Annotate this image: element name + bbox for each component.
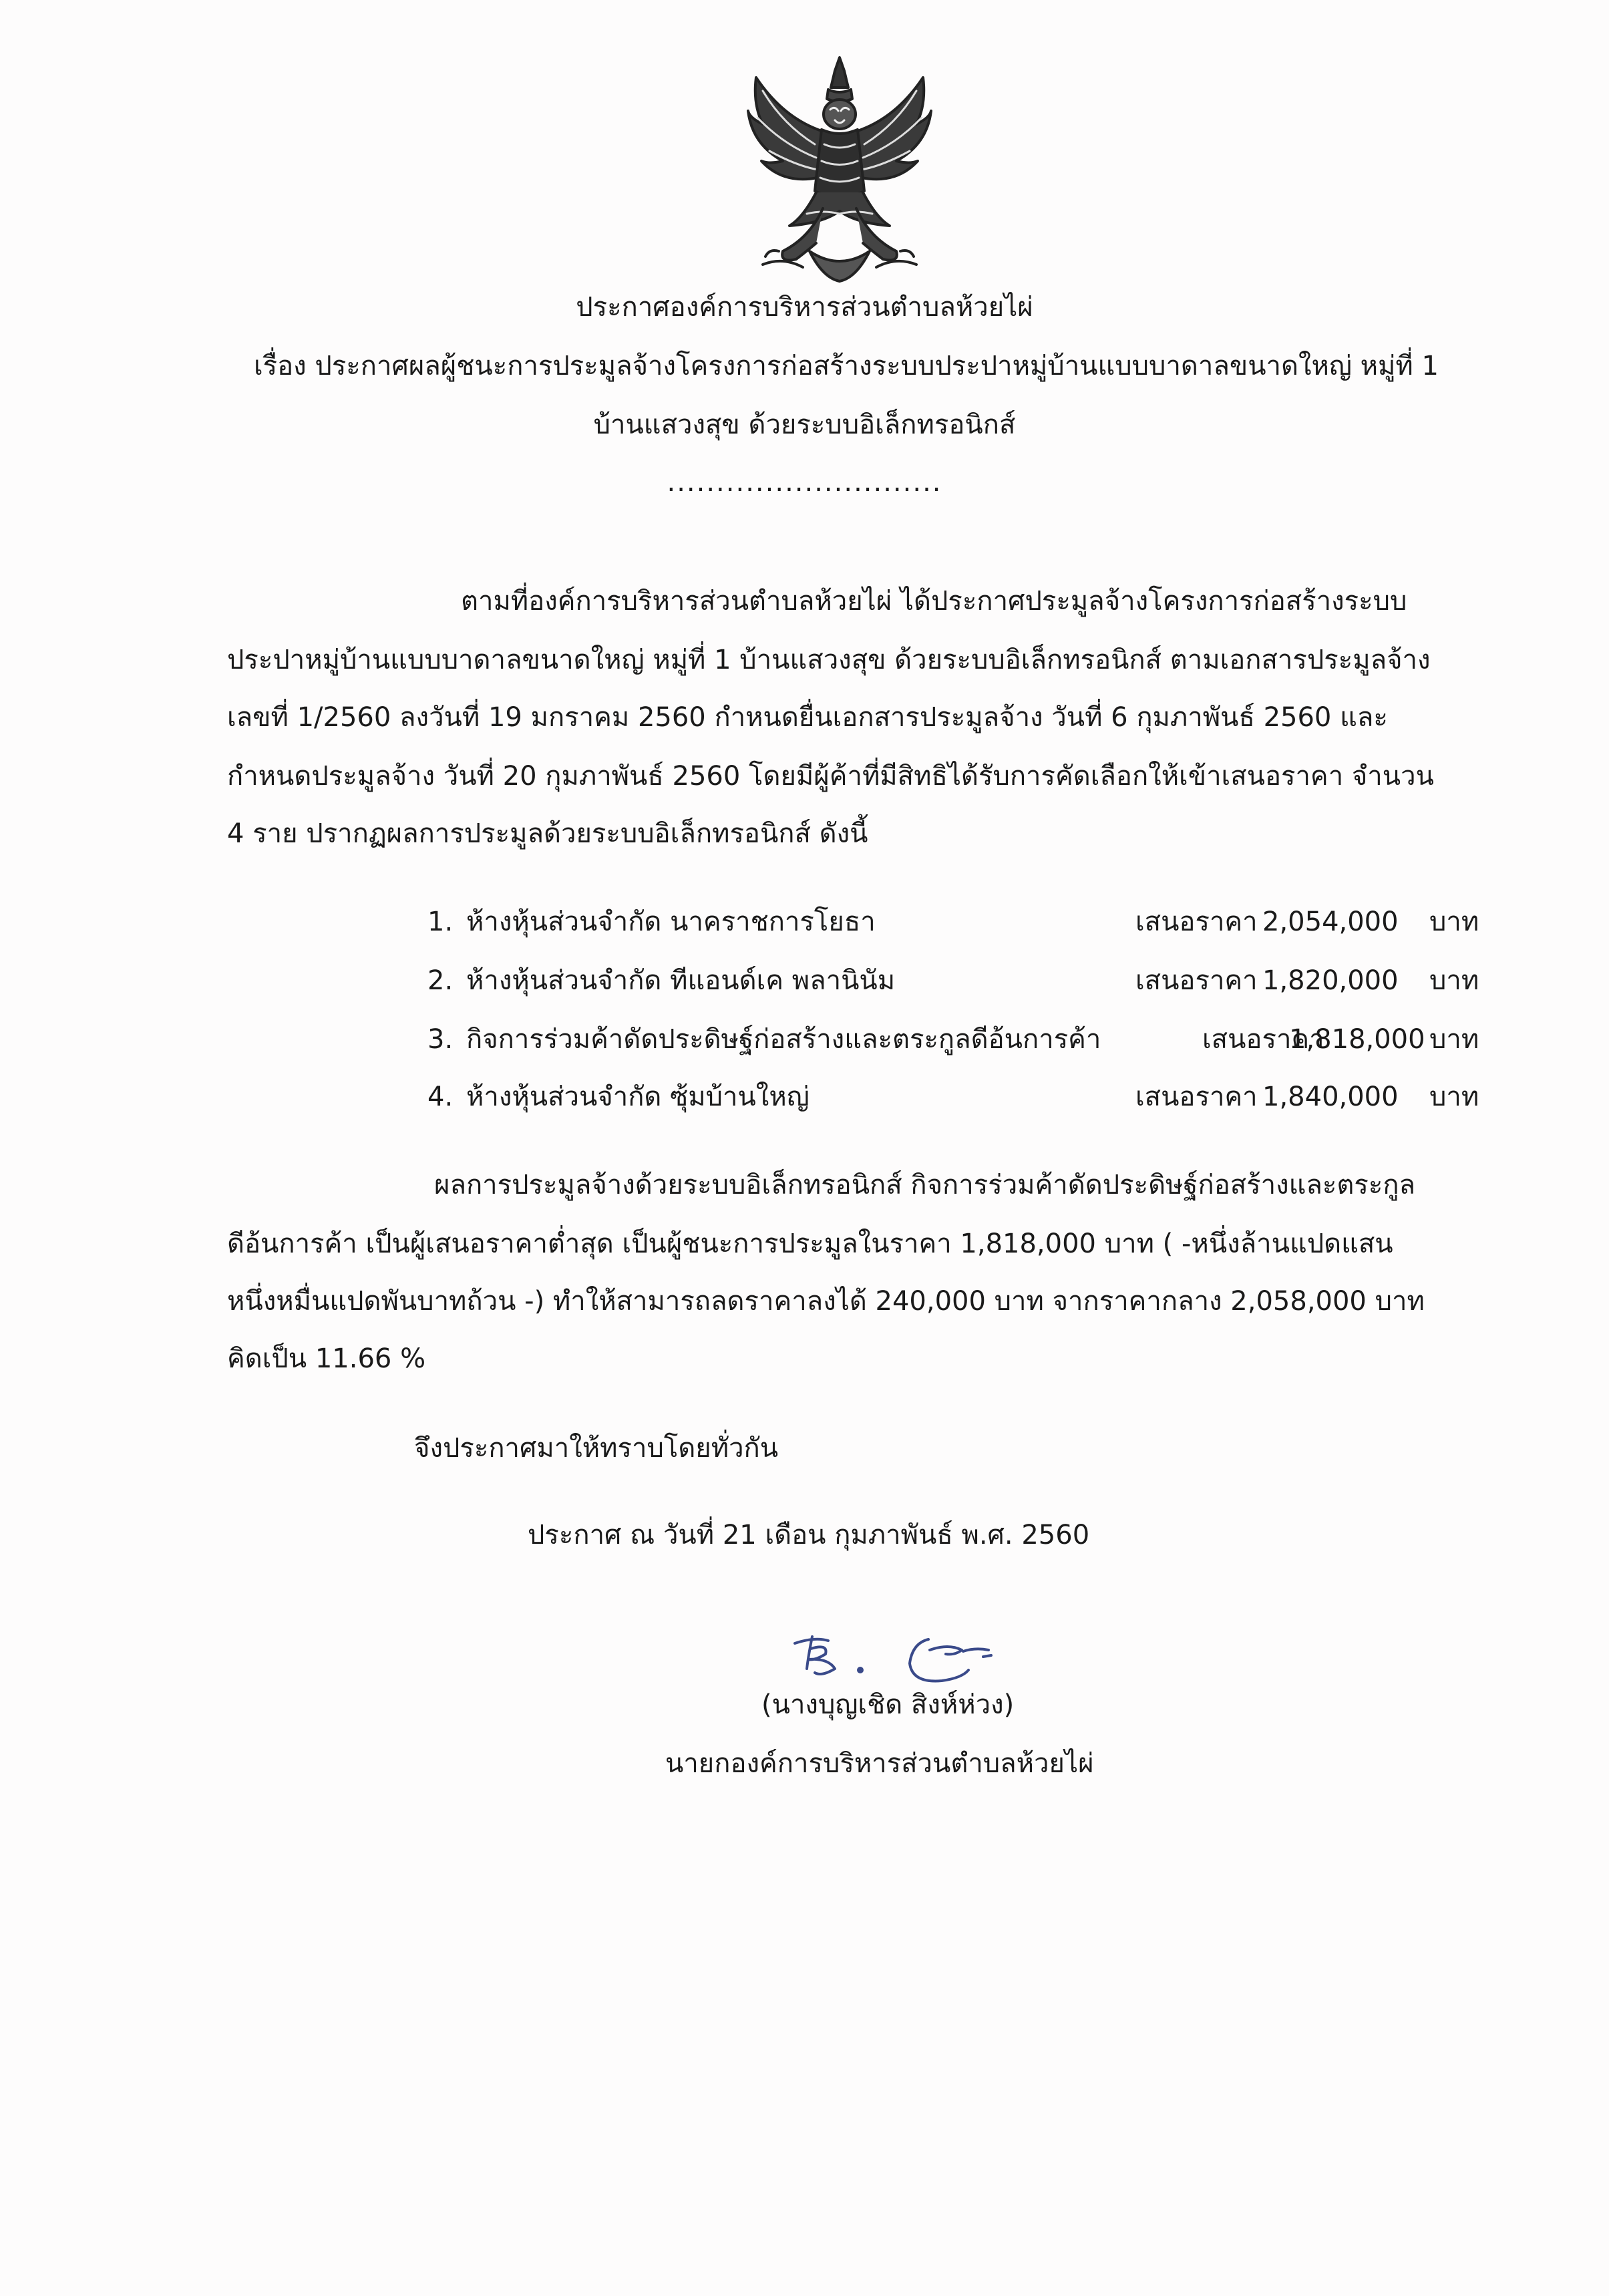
bid-row-3	[427, 1019, 1483, 1059]
para1-line-1: ตามที่องค์การบริหารส่วนตำบลห้วยไผ่ ได้ประกาศประมูลจ้างโครงการก่อสร้างระบบ	[461, 586, 1407, 617]
bidder-name: ห้างหุ้นส่วนจำกัด ทีแอนด์เค พลานินัม	[466, 965, 896, 996]
bid-label: เสนอราคา	[1202, 1024, 1324, 1055]
announcement-date: ประกาศ ณ วันที่ 21 เดือน กุมภาพันธ์ พ.ศ. 2560	[528, 1520, 1090, 1550]
signatory-title: นายกองค์การบริหารส่วนตำบลห้วยไผ่	[665, 1748, 1094, 1779]
issuer-title: ประกาศองค์การบริหารส่วนตำบลห้วยไผ่	[576, 292, 1033, 323]
bidder-name: กิจการร่วมค้าดัดประดิษฐ์ก่อสร้างและตระกูลดีอ้นการค้า	[466, 1024, 1101, 1055]
closing-statement: จึงประกาศมาให้ทราบโดยทั่วกัน	[414, 1433, 779, 1464]
bid-unit: บาท	[1429, 907, 1479, 937]
para2-line-2: ดีอ้นการค้า เป็นผู้เสนอราคาต่ำสุด เป็นผู้ชนะการประมูลในราคา 1,818,000 บาท ( -หนึ่งล้านแปดแสน	[227, 1228, 1393, 1259]
bid-amount: 1,818,000	[1289, 1024, 1425, 1055]
bid-number: 2.	[427, 965, 454, 996]
bid-unit: บาท	[1429, 1082, 1479, 1112]
bid-row-4	[427, 1077, 1483, 1117]
bid-number: 1.	[427, 907, 454, 937]
para2-line-3: หนึ่งหมื่นแปดพันบาทถ้วน -) ทำให้สามารถลดราคาลงได้ 240,000 บาท จากราคากลาง 2,058,000 บาท	[227, 1286, 1425, 1317]
para1-line-4: กำหนดประมูลจ้าง วันที่ 20 กุมภาพันธ์ 2560 โดยมีผู้ค้าที่มีสิทธิได้รับการคัดเลือกให้เข้าเสนอราคา จำนวน	[227, 761, 1434, 792]
bid-amount: 2,054,000	[1262, 907, 1399, 937]
bid-label: เสนอราคา	[1135, 965, 1258, 996]
subject-line-1: เรื่อง ประกาศผลผู้ชนะการประมูลจ้างโครงการก่อสร้างระบบประปาหมู่บ้านแบบบาดาลขนาดใหญ่ หมู่ที่ 1	[254, 351, 1439, 381]
bid-amount: 1,820,000	[1262, 965, 1399, 996]
bidder-name: ห้างหุ้นส่วนจำกัด ซุ้มบ้านใหญ่	[466, 1082, 810, 1112]
para2-line-4: คิดเป็น 11.66 %	[227, 1343, 426, 1374]
garuda-emblem-icon	[743, 51, 936, 285]
para2-line-1: ผลการประมูลจ้างด้วยระบบอิเล็กทรอนิกส์ กิจการร่วมค้าดัดประดิษฐ์ก่อสร้างและตระกูล	[434, 1170, 1416, 1200]
bid-row-1	[427, 902, 1483, 942]
para1-line-5: 4 ราย ปรากฏผลการประมูลด้วยระบบอิเล็กทรอนิกส์ ดังนี้	[227, 818, 868, 849]
separator-dots: ............................	[667, 467, 942, 498]
handwritten-signature	[788, 1617, 1015, 1697]
para1-line-2: ประปาหมู่บ้านแบบบาดาลขนาดใหญ่ หมู่ที่ 1 บ้านแสวงสุข ด้วยระบบอิเล็กทรอนิกส์ ตามเอกสารประมูลจ้าง	[227, 645, 1431, 675]
bid-label: เสนอราคา	[1135, 907, 1258, 937]
bid-unit: บาท	[1429, 965, 1479, 996]
bid-row-2	[427, 961, 1483, 1001]
bid-label: เสนอราคา	[1135, 1082, 1258, 1112]
bid-number: 3.	[427, 1024, 454, 1055]
bidder-name: ห้างหุ้นส่วนจำกัด นาคราชการโยธา	[466, 907, 876, 937]
subject-line-2: บ้านแสวงสุข ด้วยระบบอิเล็กทรอนิกส์	[593, 409, 1016, 440]
bid-amount: 1,840,000	[1262, 1082, 1399, 1112]
bid-unit: บาท	[1429, 1024, 1479, 1055]
bid-number: 4.	[427, 1082, 454, 1112]
signatory-name: (นางบุญเชิด สิงห์ห่วง)	[761, 1689, 1015, 1720]
para1-line-3: เลขที่ 1/2560 ลงวันที่ 19 มกราคม 2560 กำหนดยื่นเอกสารประมูลจ้าง วันที่ 6 กุมภาพันธ์ 2560 และ	[227, 702, 1388, 733]
